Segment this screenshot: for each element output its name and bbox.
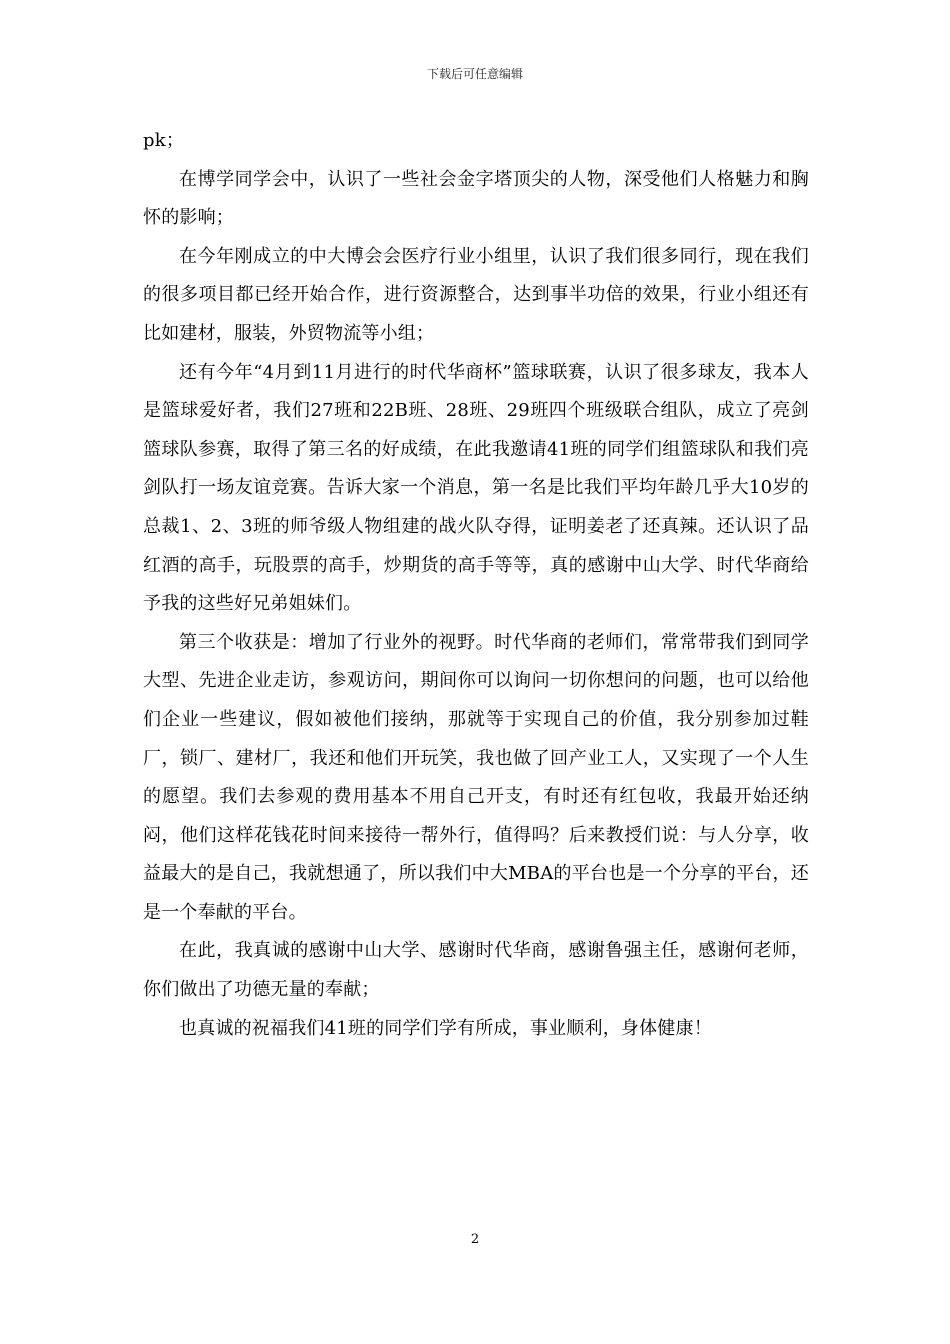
paragraph-2: 在博学同学会中，认识了一些社会金字塔顶尖的人物，深受他们人格魅力和胸怀的影响；: [143, 168, 809, 229]
page-header: 下载后可任意编辑: [426, 67, 523, 81]
paragraph-7: 也真诚的祝福我们41班的同学们学有所成，事业顺利，身体健康！: [179, 1017, 712, 1039]
page-number: 2: [470, 1232, 480, 1247]
paragraph-6: 在此，我真诚的感谢中山大学、感谢时代华商，感谢鲁强主任，感谢何老师，你们做出了功德无量的奉献；: [143, 940, 809, 1001]
paragraph-3: 在今年刚成立的中大博会会医疗行业小组里，认识了我们很多同行，现在我们的很多项目都已经开始合作，进行资源整合，达到事半功倍的效果，行业小组还有比如建材，服装，外贸物流等小组；: [143, 245, 809, 344]
paragraph-5: 第三个收获是：增加了行业外的视野。时代华商的老师们，常常带我们到同学大型、先进企业走访，参观访问，期间你可以询问一切你想问的问题，也可以给他们企业一些建议，假如被他们接纳，那就等于实现自己的价值，我分别参加过鞋厂，锁厂、建材厂，我还和他们开玩笑，我也做了回产业工人，又实现了一个人生的愿望。我们去参观的费用基本不用自己开支，有时还有红包收，我最开始还纳闷，他们这样花钱花时间来接待一帮外行，值得吗？后来教授们说：与人分享，收益最大的是自己，我就想通了，所以我们中大MBA的平台也是一个分享的平台，还是一个奉献的平台。: [143, 631, 809, 923]
paragraph-4: 还有今年“4月到11月进行的时代华商杯”篮球联赛，认识了很多球友，我本人是篮球爱好者，我们27班和22B班、28班、29班四个班级联合组队，成立了亮剑篮球队参赛，取得了第三名的好成绩，在此我邀请41班的同学们组篮球队和我们亮剑队打一场友谊竞赛。告诉大家一个消息，第一名是比我们平均年龄几乎大10岁的总裁1、2、3班的师爷级人物组建的战火队夺得，证明姜老了还真辣。还认识了品红酒的高手，玩股票的高手，炒期货的高手等等，真的感谢中山大学、时代华商给予我的这些好兄弟姐妹们。: [143, 361, 809, 615]
document-body: [143, 122, 809, 1048]
paragraph-1: pk；: [143, 130, 185, 151]
